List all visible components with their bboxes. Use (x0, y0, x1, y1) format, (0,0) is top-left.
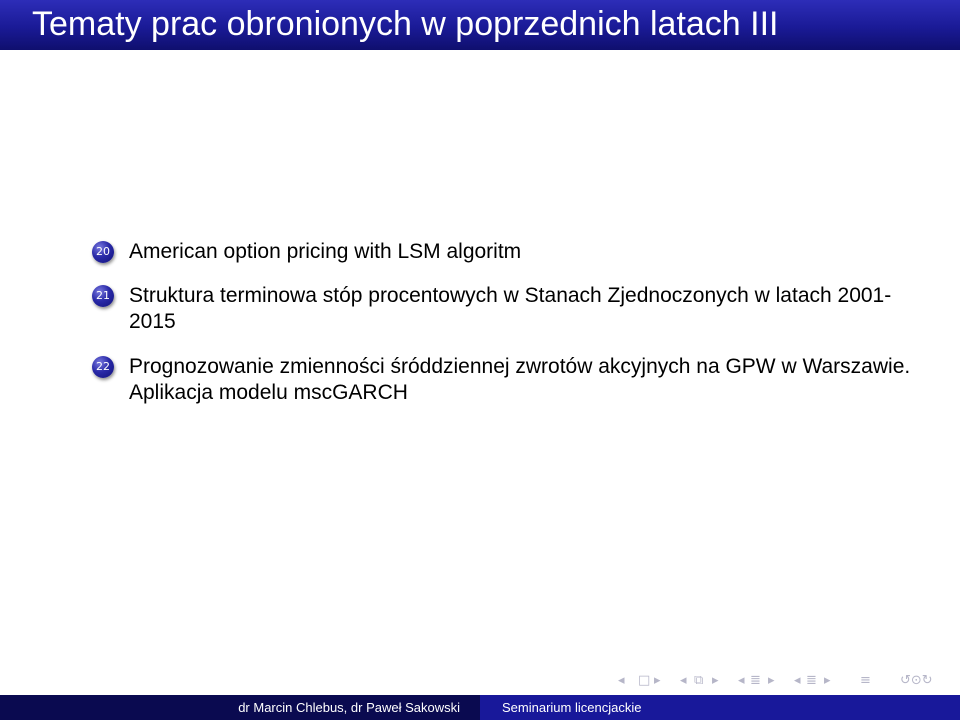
nav-next-arrow-icon[interactable]: ▸ (824, 673, 831, 688)
nav-subsection-icon[interactable]: ≣ (750, 673, 761, 688)
nav-frame-icon[interactable]: □ (638, 673, 651, 688)
nav-next-arrow-icon[interactable]: ▸ (768, 673, 775, 688)
nav-prev-arrow-icon[interactable]: ◂ (794, 673, 801, 688)
authors-text: dr Marcin Chlebus, dr Paweł Sakowski (238, 700, 460, 715)
nav-align-icon[interactable]: ≡ (860, 673, 871, 688)
topic-text: Struktura terminowa stóp procentowych w Stanach Zjednoczonych w latach 2001-2015 (129, 284, 892, 333)
slide-title: Tematy prac obronionych w poprzednich latach III (32, 5, 779, 43)
nav-next-arrow-icon[interactable]: ▸ (654, 673, 661, 688)
number-ball-icon: 21 (92, 285, 114, 307)
nav-prev-arrow-icon[interactable]: ◂ (738, 673, 745, 688)
number-ball-icon: 20 (92, 241, 114, 263)
nav-prev-arrow-icon[interactable]: ◂ (618, 673, 625, 688)
nav-next-arrow-icon[interactable]: ▸ (712, 673, 719, 688)
footer (0, 695, 960, 720)
topic-text: American option pricing with LSM algoritm (129, 240, 522, 263)
footer-seminar (480, 695, 960, 720)
nav-search-icon[interactable]: ↺⊙↻ (900, 673, 933, 688)
nav-frame-icon[interactable]: ⧉ (694, 673, 704, 688)
nav-section-icon[interactable]: ≣ (806, 673, 817, 688)
footer-authors (0, 695, 480, 720)
number-ball-icon: 22 (92, 356, 114, 378)
topic-text: Prognozowanie zmienności śróddziennej zwrotów akcyjnych na GPW w Warszawie. Aplikacja modelu mscGARCH (129, 355, 911, 404)
seminar-text: Seminarium licencjackie (502, 700, 642, 715)
nav-prev-arrow-icon[interactable]: ◂ (680, 673, 687, 688)
beamer-navigation (614, 672, 954, 690)
